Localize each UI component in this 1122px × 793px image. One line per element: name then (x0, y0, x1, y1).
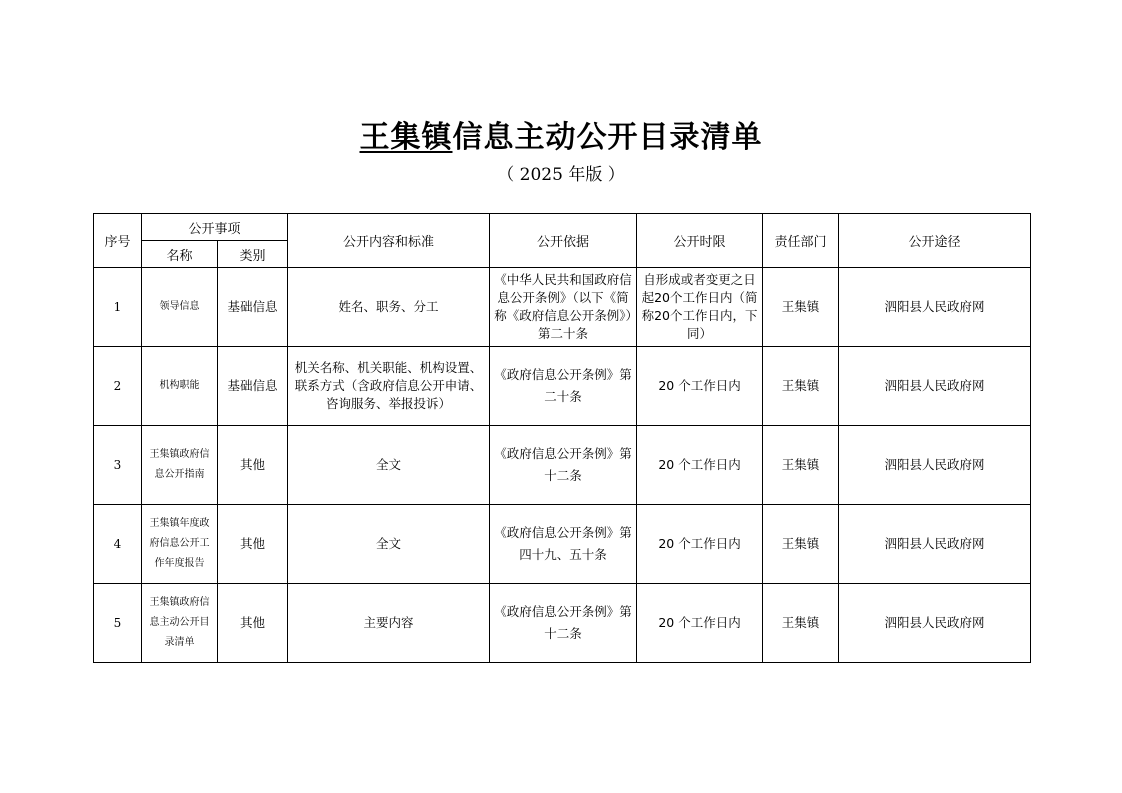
title-town-name: 王集镇 (359, 120, 453, 155)
document-title (0, 112, 1122, 156)
cell-basis: 《政府信息公开条例》第十二条 (490, 426, 637, 505)
cell-dept: 王集镇 (763, 584, 839, 663)
cell-category: 其他 (218, 426, 288, 505)
cell-name: 王集镇政府信息公开指南 (142, 426, 218, 505)
cell-content: 全文 (288, 505, 490, 584)
header-basis: 公开依据 (490, 214, 637, 268)
cell-timelimit: 20 个工作日内 (637, 347, 763, 426)
table-row (94, 347, 1031, 426)
cell-channel: 泗阳县人民政府网 (839, 268, 1031, 347)
cell-basis: 《中华人民共和国政府信息公开条例》（以下《简称《政府信息公开条例》）第二十条 (490, 268, 637, 347)
cell-seq: 1 (94, 268, 142, 347)
cell-timelimit: 20 个工作日内 (637, 584, 763, 663)
document-subtitle: （ 2025 年版 ） (497, 165, 625, 185)
cell-category: 其他 (218, 584, 288, 663)
cell-basis: 《政府信息公开条例》第十二条 (490, 584, 637, 663)
cell-seq: 3 (94, 426, 142, 505)
header-row-1 (94, 214, 1031, 241)
cell-content: 全文 (288, 426, 490, 505)
header-content: 公开内容和标准 (288, 214, 490, 268)
cell-category: 基础信息 (218, 347, 288, 426)
cell-timelimit: 自形成或者变更之日起20个工作日内（简称20个工作日内，下同） (637, 268, 763, 347)
cell-basis: 《政府信息公开条例》第二十条 (490, 347, 637, 426)
cell-seq: 4 (94, 505, 142, 584)
table-row (94, 268, 1031, 347)
cell-name: 领导信息 (142, 268, 218, 347)
table-row (94, 584, 1031, 663)
cell-name: 王集镇政府信息主动公开目录清单 (142, 584, 218, 663)
cell-content: 机关名称、机关职能、机构设置、联系方式（含政府信息公开申请、咨询服务、举报投诉） (288, 347, 490, 426)
cell-dept: 王集镇 (763, 505, 839, 584)
table-row (94, 426, 1031, 505)
table-row (94, 505, 1031, 584)
cell-timelimit: 20 个工作日内 (637, 426, 763, 505)
cell-dept: 王集镇 (763, 268, 839, 347)
cell-content: 姓名、职务、分工 (288, 268, 490, 347)
cell-channel: 泗阳县人民政府网 (839, 584, 1031, 663)
cell-dept: 王集镇 (763, 347, 839, 426)
disclosure-catalog-table (93, 213, 1031, 663)
header-timelimit: 公开时限 (637, 214, 763, 268)
cell-timelimit: 20 个工作日内 (637, 505, 763, 584)
cell-category: 其他 (218, 505, 288, 584)
header-name: 名称 (142, 241, 218, 268)
cell-dept: 王集镇 (763, 426, 839, 505)
cell-channel: 泗阳县人民政府网 (839, 505, 1031, 584)
header-seq: 序号 (94, 214, 142, 268)
cell-basis: 《政府信息公开条例》第四十九、五十条 (490, 505, 637, 584)
cell-content: 主要内容 (288, 584, 490, 663)
cell-category: 基础信息 (218, 268, 288, 347)
header-group: 公开事项 (142, 214, 288, 241)
header-channel: 公开途径 (839, 214, 1031, 268)
header-dept: 责任部门 (763, 214, 839, 268)
title-rest: 信息主动公开目录清单 (452, 120, 763, 155)
cell-channel: 泗阳县人民政府网 (839, 347, 1031, 426)
cell-seq: 5 (94, 584, 142, 663)
header-category: 类别 (218, 241, 288, 268)
cell-name: 机构职能 (142, 347, 218, 426)
cell-seq: 2 (94, 347, 142, 426)
cell-name: 王集镇年度政府信息公开工作年度报告 (142, 505, 218, 584)
cell-channel: 泗阳县人民政府网 (839, 426, 1031, 505)
